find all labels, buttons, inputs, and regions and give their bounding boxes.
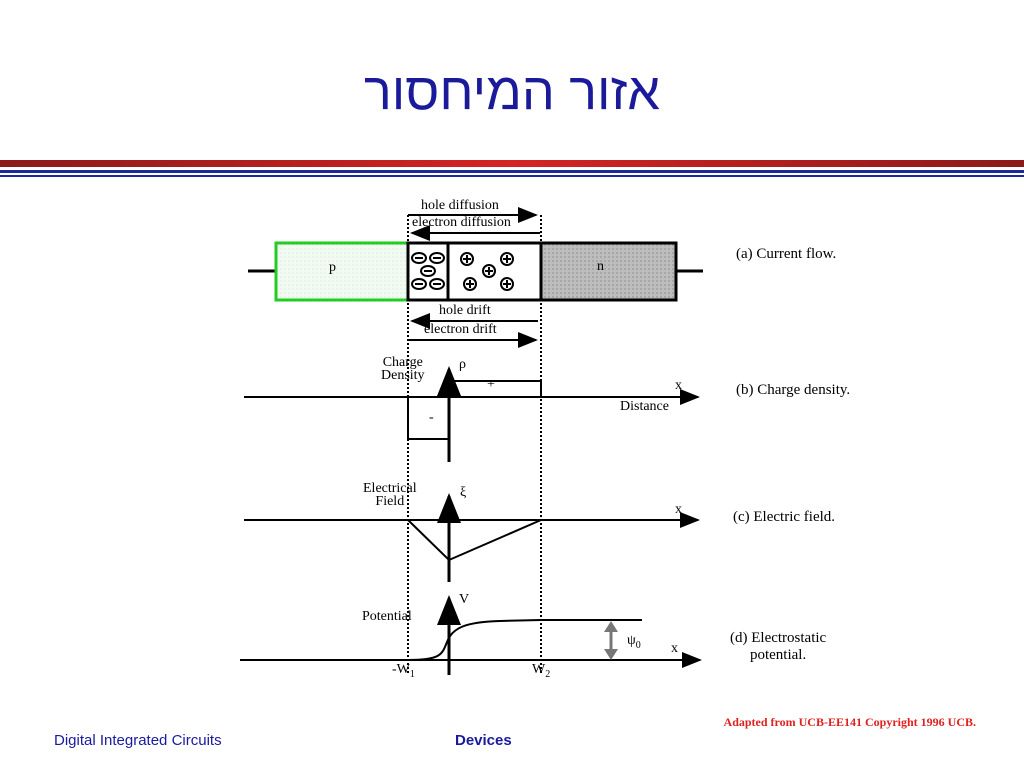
potential-curve: [408, 620, 642, 660]
electric-field-curve: [408, 520, 541, 560]
charge-density-curve: [408, 381, 541, 439]
p-region: [276, 243, 408, 300]
w2-label: $W_2$: [532, 662, 551, 680]
hole-diffusion-label: hole diffusion: [421, 198, 499, 213]
charge-axis-label: Charge Density: [381, 355, 425, 383]
charge-x-label: x: [675, 378, 682, 393]
potential-axis-label: Potential: [362, 609, 412, 624]
charge-minus-label: -: [429, 410, 434, 425]
p-region-label: p: [329, 260, 336, 275]
footer-course-title: Digital Integrated Circuits: [54, 732, 222, 749]
electron-drift-label: electron drift: [424, 322, 497, 337]
charge-plus-label: +: [487, 377, 495, 392]
caption-electrostatic-potential: (d) Electrostatic potential.: [730, 630, 827, 663]
caption-charge-density: (b) Charge density.: [736, 382, 851, 398]
n-region-label: n: [597, 259, 604, 274]
v-symbol: V: [459, 592, 470, 607]
caption-electric-field: (c) Electric field.: [733, 509, 836, 525]
field-axis-label: Electrical Field: [363, 481, 417, 509]
footer-section-title: Devices: [455, 732, 512, 749]
rho-symbol: ρ: [459, 357, 466, 372]
distance-label: Distance: [620, 399, 669, 414]
hole-drift-label: hole drift: [439, 303, 491, 318]
credit-text: Adapted from UCB-EE141 Copyright 1996 UCB.: [723, 715, 976, 729]
xi-symbol: ξ: [460, 485, 467, 500]
field-x-label: x: [675, 502, 682, 517]
caption-current-flow: (a) Current flow.: [736, 246, 837, 262]
electron-diffusion-label: electron diffusion: [412, 215, 511, 230]
n-region: [541, 243, 676, 300]
potential-x-label: x: [671, 641, 678, 656]
slide-title: אזור המיחסור: [364, 63, 660, 121]
psi0-label: $\psi_0$: [627, 633, 641, 651]
w1-label: $-W_1$: [392, 662, 415, 680]
